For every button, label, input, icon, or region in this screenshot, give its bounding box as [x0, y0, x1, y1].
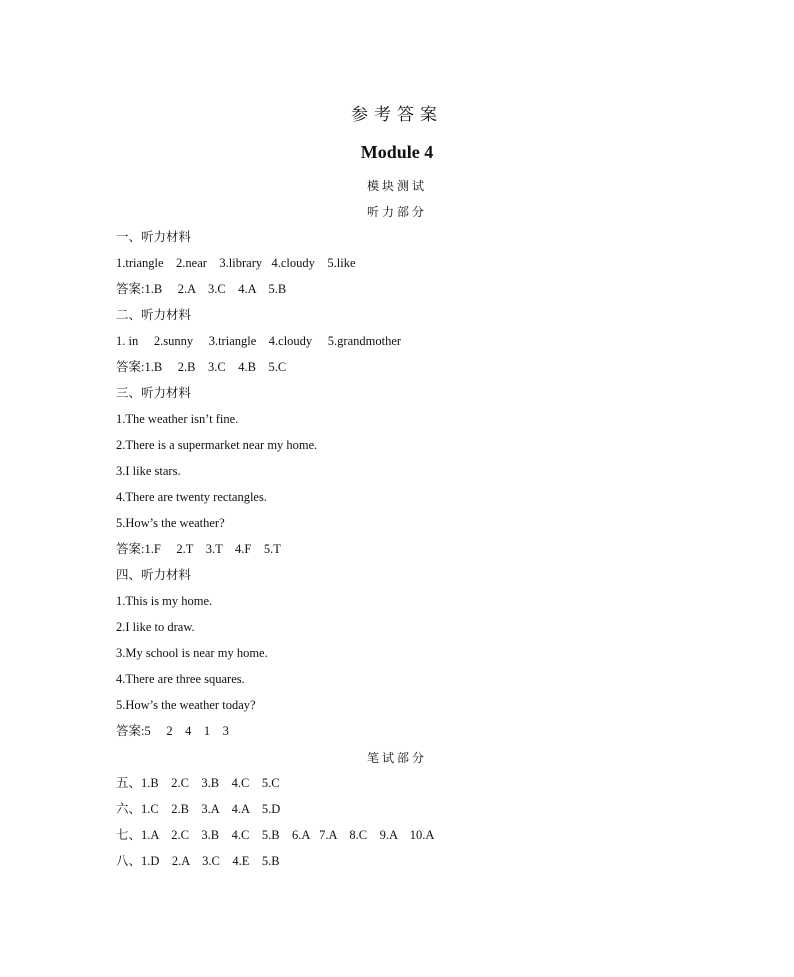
answer-line: 5.How’s the weather? — [116, 516, 225, 530]
answer-line: 3.I like stars. — [116, 464, 181, 478]
answer-line: 答案:1.B 2.A 3.C 4.A 5.B — [116, 282, 287, 296]
listening-section-label: 听力部分 — [366, 205, 427, 219]
answer-line: 1.The weather isn’t fine. — [116, 412, 239, 426]
module-heading: Module 4 — [360, 142, 434, 162]
answer-line: 一、听力材料 — [116, 230, 192, 244]
answer-line: 三、听力材料 — [116, 386, 192, 400]
answer-line: 六、1.C 2.B 3.A 4.A 5.D — [116, 802, 281, 816]
page-title: 参考答案 — [351, 105, 443, 124]
answer-line: 2.There is a supermarket near my home. — [116, 438, 318, 452]
answer-line: 七、1.A 2.C 3.B 4.C 5.B 6.A 7.A 8.C 9.A 10.A — [116, 828, 435, 842]
answer-line: 3.My school is near my home. — [116, 646, 268, 660]
answer-line: 四、听力材料 — [116, 568, 192, 582]
answer-line: 4.There are twenty rectangles. — [116, 490, 267, 504]
listening-answers — [116, 229, 766, 749]
answer-line: 五、1.B 2.C 3.B 4.C 5.C — [116, 776, 280, 790]
answer-line: 2.I like to draw. — [116, 620, 195, 634]
answer-line: 1.This is my home. — [116, 594, 213, 608]
test-label: 模块测试 — [366, 179, 427, 193]
answer-line: 答案:1.B 2.B 3.C 4.B 5.C — [116, 360, 287, 374]
answer-line: 二、听力材料 — [116, 308, 192, 322]
answer-line: 1.triangle 2.near 3.library 4.cloudy 5.like — [116, 256, 356, 270]
answer-line: 答案:5 2 4 1 3 — [116, 724, 229, 738]
answer-line: 5.How’s the weather today? — [116, 698, 256, 712]
answer-line: 八、1.D 2.A 3.C 4.E 5.B — [116, 854, 280, 868]
answer-line: 答案:1.F 2.T 3.T 4.F 5.T — [116, 542, 281, 556]
written-section-label: 笔试部分 — [366, 751, 427, 765]
answer-line: 1. in 2.sunny 3.triangle 4.cloudy 5.grandmother — [116, 334, 402, 348]
answer-line: 4.There are three squares. — [116, 672, 245, 686]
written-answers — [116, 775, 766, 879]
